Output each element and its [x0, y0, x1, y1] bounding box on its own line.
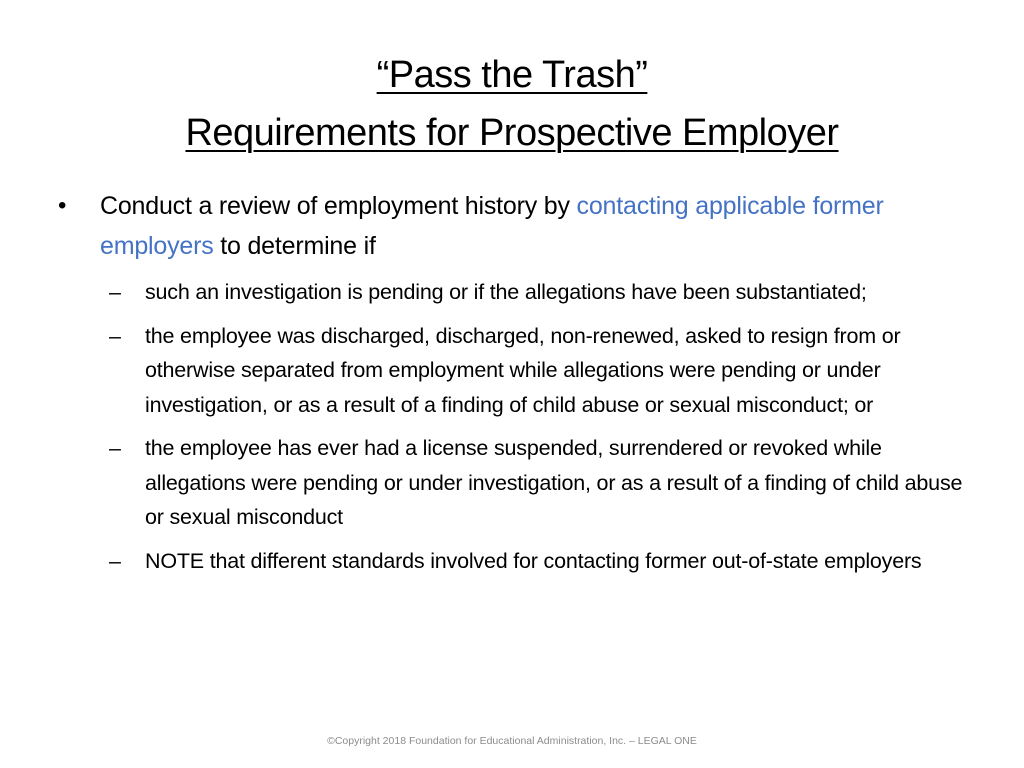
- slide-title: [0, 46, 1024, 162]
- dash-marker: –: [109, 280, 121, 304]
- bullet-text-before: Conduct a review of employment history by: [100, 192, 577, 220]
- title-line-1: “Pass the Trash”: [376, 54, 648, 96]
- dash-marker: –: [109, 323, 121, 348]
- sub-item-text: the employee was discharged, discharged, non-renewed, asked to resign from or otherwise separated from employment while allegations were pending or under investigation, or as a result of a finding of child abuse or sexual misconduct; or: [145, 323, 901, 417]
- sub-item-license: [58, 431, 968, 535]
- sub-item-discharged: [58, 319, 968, 423]
- title-line-2: Requirements for Prospective Employer: [185, 112, 839, 154]
- bullet-marker: •: [58, 192, 67, 219]
- sub-item-text: such an investigation is pending or if the allegations have been substantiated;: [145, 280, 867, 304]
- bullet-text-after: to determine if: [213, 232, 376, 260]
- copyright-footer: ©Copyright 2018 Foundation for Educational Administration, Inc. – LEGAL ONE: [327, 735, 697, 747]
- sub-item-investigation: [58, 275, 968, 310]
- sub-item-note: [58, 544, 968, 579]
- sub-item-text: the employee has ever had a license suspended, surrendered or revoked while allegations were pending or under investigation, or as a result of a finding of child abuse or sexual misconduct: [145, 436, 963, 529]
- dash-marker: –: [109, 548, 121, 573]
- sub-item-text: NOTE that different standards involved for contacting former out-of-state employers: [145, 548, 922, 573]
- slide-content: [58, 186, 968, 578]
- bullet-highlight-text: contacting applicable former employers: [100, 192, 884, 260]
- main-bullet: [58, 186, 968, 266]
- dash-marker: –: [109, 436, 121, 460]
